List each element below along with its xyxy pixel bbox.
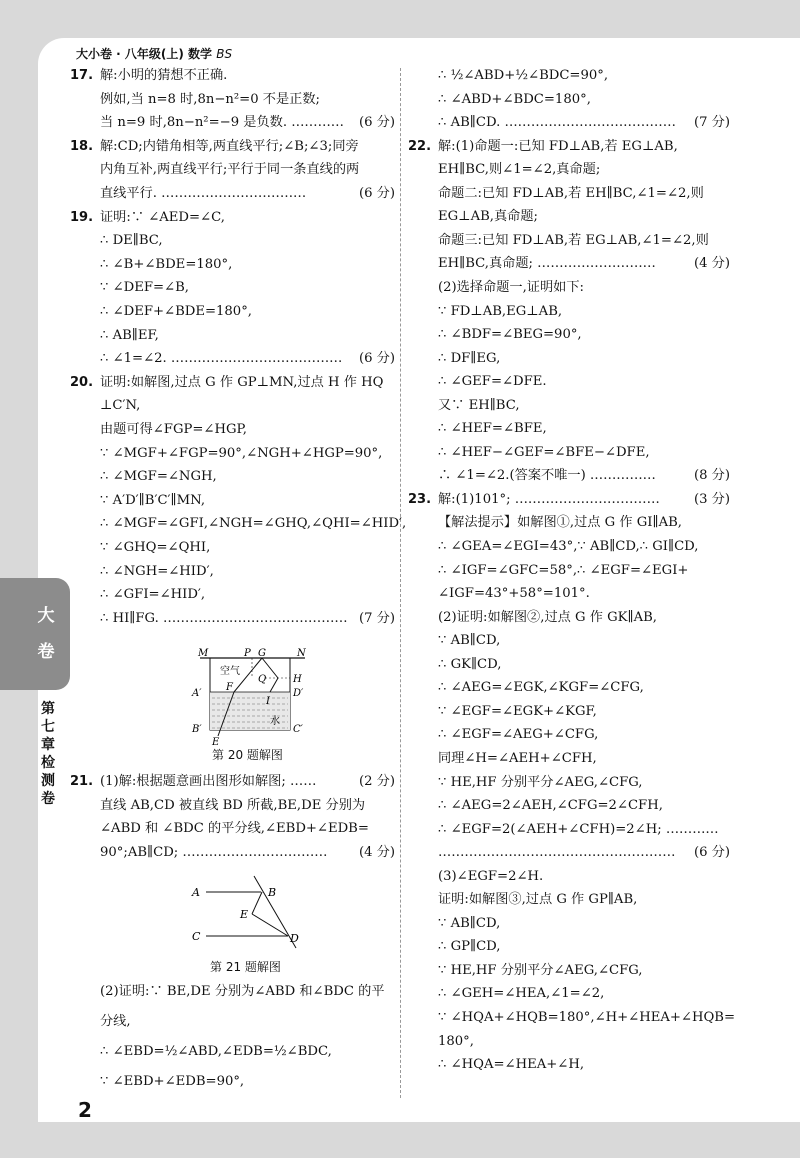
label-a: A [192, 886, 200, 899]
line-text: ∴ ∠1=∠2. ………………………………… [100, 351, 343, 367]
line-text: ∴ ∠GFI=∠HID′, [100, 587, 206, 603]
line-text: ∵ ∠HQA+∠HQB=180°,∠H+∠HEA+∠HQB= [438, 1010, 736, 1025]
text-line [70, 229, 395, 252]
text-line [70, 442, 395, 465]
side-tab [0, 578, 70, 690]
line-text: ∴ ∠AEG=2∠AEH,∠CFG=2∠CFH, [438, 798, 663, 814]
score-points: (3 分) [693, 491, 730, 507]
line-text: (3)∠EGF=2∠H. [438, 868, 544, 884]
question-number: 17. [70, 68, 94, 83]
line-text: ∴ ∠MGF=∠GFI,∠NGH=∠GHQ,∠QHI=∠HID′, [100, 516, 407, 532]
line-be [252, 892, 262, 914]
text-line [70, 817, 395, 840]
text-line [408, 606, 730, 629]
text-line [408, 723, 730, 746]
line-text: ∴ ∠ABD+∠BDC=180°, [438, 91, 591, 107]
line-text: 直线平行. …………………………… [100, 186, 307, 201]
text-line [408, 912, 730, 935]
question-number: 20. [70, 374, 94, 390]
text-line [408, 982, 730, 1005]
text-line [70, 206, 395, 229]
score-points: (4 分) [358, 844, 395, 860]
header-title: 大小卷 · 八年级(上) 数学 [76, 47, 213, 61]
line-text: ∴ ∠GEA=∠EGI=43°,∵ AB∥CD,∴ GI∥CD, [438, 539, 699, 554]
text-line [408, 771, 730, 794]
score-points: (6 分) [358, 186, 395, 201]
chapter-label: 第 七 章 检 测 卷 [41, 701, 55, 807]
line-text: ∴ ∠BDF=∠BEG=90°, [438, 327, 582, 343]
figure-21-caption: 第 21 题解图 [210, 960, 281, 974]
line-text: ∵ HE,HF 分别平分∠AEG,∠CFG, [438, 962, 643, 978]
line-text: ∵ AB∥CD, [438, 633, 501, 649]
line-text: ∴ ∠EGF=∠AEG+∠CFG, [438, 727, 599, 743]
text-line [70, 841, 395, 864]
line-text: ∠ABD 和 ∠BDC 的平分线,∠EBD+∠EDB= [100, 821, 369, 837]
text-line [408, 818, 730, 841]
text-line [70, 135, 395, 158]
text-line [408, 700, 730, 723]
line-text: ∴ ½∠ABD+½∠BDC=90°, [438, 68, 609, 83]
page-header [76, 45, 232, 62]
line-text: (2)证明:如解图②,过点 G 作 GK∥AB, [438, 609, 657, 625]
score-points: (6 分) [693, 845, 730, 861]
label-n: N [297, 648, 306, 659]
score-points: (8 分) [693, 468, 730, 484]
text-line [70, 324, 395, 347]
line-text: (1)解:根据题意画出图形如解图; …… [100, 774, 317, 789]
ray-hi [270, 678, 278, 692]
line-text: ∵ AB∥CD, [438, 915, 501, 931]
text-line [70, 158, 395, 181]
line-text: 命题三:已知 FD⊥AB,若 EG⊥AB,∠1=∠2,则 [438, 232, 709, 248]
text-line [70, 607, 395, 630]
label-q: Q [258, 674, 267, 685]
line-text: (2)证明:∵ BE,DE 分别为∠ABD 和∠BDC 的平 [100, 984, 385, 999]
line-text: 90°;AB∥CD; …………………………… [100, 844, 328, 860]
text-line [70, 418, 395, 441]
label-c-prime: C′ [293, 724, 303, 735]
line-text: 180°, [438, 1033, 474, 1049]
line-text: ∵ A′D′∥B′C′∥MN, [100, 492, 206, 508]
text-line [408, 182, 730, 205]
text-line [408, 252, 730, 275]
line-text: EH∥BC,真命题; ……………………… [438, 256, 656, 272]
line-text: ∴ ∠1=∠2.(答案不唯一) …………… [438, 468, 656, 484]
text-line [70, 794, 395, 817]
text-line [408, 1053, 730, 1076]
line-text: 又∵ EH∥BC, [438, 397, 520, 413]
line-text: ∵ FD⊥AB,EG⊥AB, [438, 303, 563, 319]
line-text: ∴ ∠MGF=∠NGH, [100, 469, 217, 485]
label-c: C [192, 930, 201, 943]
text-line [408, 229, 730, 252]
line-text: ∴ ∠IGF=∠GFC=58°,∴ ∠EGF=∠EGI+ [438, 562, 689, 578]
text-line [70, 371, 395, 394]
label-d-prime: D′ [293, 688, 304, 699]
line-text: ……………………………………………… [438, 845, 676, 861]
label-b: B [268, 886, 277, 899]
line-text: ∵ ∠EBD+∠EDB=90°, [100, 1074, 245, 1089]
text-line [70, 394, 395, 417]
label-air: 空气 [220, 666, 240, 677]
label-b-prime: B′ [192, 724, 202, 735]
text-line [408, 111, 730, 134]
line-text: 例如,当 n=8 时,8n−n²=0 不是正数; [100, 91, 320, 107]
line-text: (2)选择命题一,证明如下: [438, 279, 585, 295]
text-line [408, 747, 730, 770]
line-text: ∴ ∠GEH=∠HEA,∠1=∠2, [438, 986, 605, 1002]
line-text: ∴ ∠GEF=∠DFE. [438, 374, 547, 390]
text-line [408, 276, 730, 299]
text-line [408, 300, 730, 323]
text-line [70, 980, 395, 1003]
line-text: ∴ ∠B+∠BDE=180°, [100, 256, 233, 272]
score-points: (7 分) [358, 610, 395, 626]
question-number: 22. [408, 138, 432, 154]
text-line [408, 323, 730, 346]
line-text: 解:(1)101°; …………………………… [438, 491, 660, 507]
text-line [408, 841, 730, 864]
label-m: M [198, 648, 209, 659]
text-line [408, 205, 730, 228]
text-line [408, 441, 730, 464]
line-text: EG⊥AB,真命题; [438, 209, 538, 225]
score-points: (6 分) [358, 351, 395, 367]
label-e: E [240, 908, 249, 921]
figure-20 [190, 646, 315, 746]
text-line [408, 464, 730, 487]
text-line [408, 1006, 736, 1029]
line-text: ∴ DE∥BC, [100, 233, 163, 249]
line-text: ∴ HI∥FG. …………………………………… [100, 610, 348, 626]
line-text: ∴ AB∥CD. ………………………………… [438, 115, 676, 131]
line-text: ∵ ∠EGF=∠EGK+∠KGF, [438, 703, 597, 719]
line-text: ∴ ∠EGF=2(∠AEH+∠CFH)=2∠H; ………… [438, 821, 719, 837]
line-text: 证明:∵ ∠AED=∠C, [100, 209, 225, 225]
score-points: (6 分) [358, 115, 395, 131]
label-f: F [226, 682, 233, 693]
text-line [408, 865, 730, 888]
line-text: ∴ ∠DEF+∠BDE=180°, [100, 304, 252, 319]
text-line [408, 1030, 730, 1053]
line-text: 证明:如解图③,过点 G 作 GP∥AB, [438, 892, 638, 908]
text-line [70, 1010, 395, 1033]
text-line [408, 629, 730, 652]
text-line [408, 135, 730, 158]
text-line [408, 511, 730, 534]
line-text: ∴ GK∥CD, [438, 656, 502, 672]
line-text: ∵ ∠MGF+∠FGP=90°,∠NGH+∠HGP=90°, [100, 445, 383, 461]
text-line [408, 559, 730, 582]
text-line [70, 583, 395, 606]
line-text: ∠IGF=43°+58°=101°. [438, 586, 590, 602]
text-line [408, 888, 730, 911]
line-text: ∴ DF∥EG, [438, 350, 501, 366]
line-text: 当 n=9 时,8n−n²=−9 是负数. ………… [100, 115, 344, 131]
page-number: 2 [78, 1098, 92, 1122]
line-text: 解:(1)命题一:已知 FD⊥AB,若 EG⊥AB, [438, 138, 678, 154]
line-text: ∵ HE,HF 分别平分∠AEG,∠CFG, [438, 774, 643, 790]
line-text: ∴ ∠EBD=½∠ABD,∠EDB=½∠BDC, [100, 1044, 332, 1059]
line-text: ∴ ∠HEF=∠BFE, [438, 421, 547, 437]
label-water: 水 [270, 716, 280, 727]
text-line [408, 535, 730, 558]
question-number: 21. [70, 774, 94, 789]
column-divider [400, 68, 401, 1098]
line-text: 解:CD;内错角相等,两直线平行;∠B;∠3;同旁 [100, 138, 359, 154]
text-line [70, 465, 395, 488]
text-line [408, 370, 730, 393]
text-line [408, 582, 730, 605]
text-line [70, 64, 395, 87]
label-e: E [212, 737, 220, 746]
label-i: I [266, 696, 270, 707]
text-line [408, 959, 730, 982]
text-line [70, 111, 395, 134]
text-line [70, 347, 395, 370]
text-line [70, 489, 395, 512]
text-line [70, 770, 395, 793]
text-line [70, 88, 395, 111]
score-points: (7 分) [693, 115, 730, 131]
header-edition: BS [216, 47, 233, 61]
text-line [70, 253, 395, 276]
text-line [408, 417, 730, 440]
line-text: ∵ ∠GHQ=∠QHI, [100, 540, 211, 555]
line-text: 证明:如解图,过点 G 作 GP⊥MN,过点 H 作 HQ [100, 374, 384, 390]
text-line [408, 64, 730, 87]
line-text: 同理∠H=∠AEH+∠CFH, [438, 750, 597, 766]
label-h: H [293, 674, 302, 685]
side-tab-label: 大 卷 [37, 606, 55, 662]
text-line [70, 512, 407, 535]
question-number: 23. [408, 491, 432, 507]
text-line [70, 560, 395, 583]
line-text: 直线 AB,CD 被直线 BD 所截,BE,DE 分别为 [100, 797, 366, 813]
score-points: (2 分) [358, 774, 395, 789]
text-line [408, 676, 730, 699]
text-line [70, 1040, 395, 1063]
figure-21 [186, 872, 316, 954]
text-line [408, 794, 730, 817]
line-text: 内角互补,两直线平行;平行于同一条直线的两 [100, 162, 360, 178]
text-line [70, 300, 395, 323]
question-number: 18. [70, 138, 94, 154]
line-text: ∴ ∠HEF−∠GEF=∠BFE−∠DFE, [438, 444, 650, 460]
text-line [408, 88, 730, 111]
line-text: EH∥BC,则∠1=∠2,真命题; [438, 162, 601, 178]
line-text: 分线, [100, 1014, 131, 1029]
label-g: G [258, 648, 266, 659]
label-p: P [244, 648, 251, 659]
text-line [408, 394, 730, 417]
text-line [408, 653, 730, 676]
text-line [408, 935, 730, 958]
text-line [70, 182, 395, 205]
line-text: ∵ ∠DEF=∠B, [100, 280, 189, 296]
line-text: ∴ AB∥EF, [100, 327, 159, 343]
text-line [408, 158, 730, 181]
line-text: 命题二:已知 FD⊥AB,若 EH∥BC,∠1=∠2,则 [438, 185, 704, 201]
label-d: D [290, 932, 299, 945]
text-line [70, 536, 395, 559]
question-number: 19. [70, 209, 94, 225]
line-text: ⊥C′N, [100, 398, 141, 414]
text-line [70, 276, 395, 299]
line-text: 由题可得∠FGP=∠HGP, [100, 422, 247, 437]
score-points: (4 分) [693, 256, 730, 272]
figure-20-caption: 第 20 题解图 [212, 748, 283, 762]
line-text: ∴ ∠AEG=∠EGK,∠KGF=∠CFG, [438, 680, 644, 696]
label-a-prime: A′ [192, 688, 202, 699]
line-text: 解:小明的猜想不正确. [100, 68, 228, 83]
line-text: ∴ ∠HQA=∠HEA+∠H, [438, 1057, 585, 1073]
line-text: 【解法提示】如解图①,过点 G 作 GI∥AB, [438, 515, 682, 531]
text-line [70, 1070, 395, 1093]
text-line [408, 488, 730, 511]
text-line [408, 347, 730, 370]
line-text: ∴ GP∥CD, [438, 939, 501, 955]
line-text: ∴ ∠NGH=∠HID′, [100, 563, 214, 579]
